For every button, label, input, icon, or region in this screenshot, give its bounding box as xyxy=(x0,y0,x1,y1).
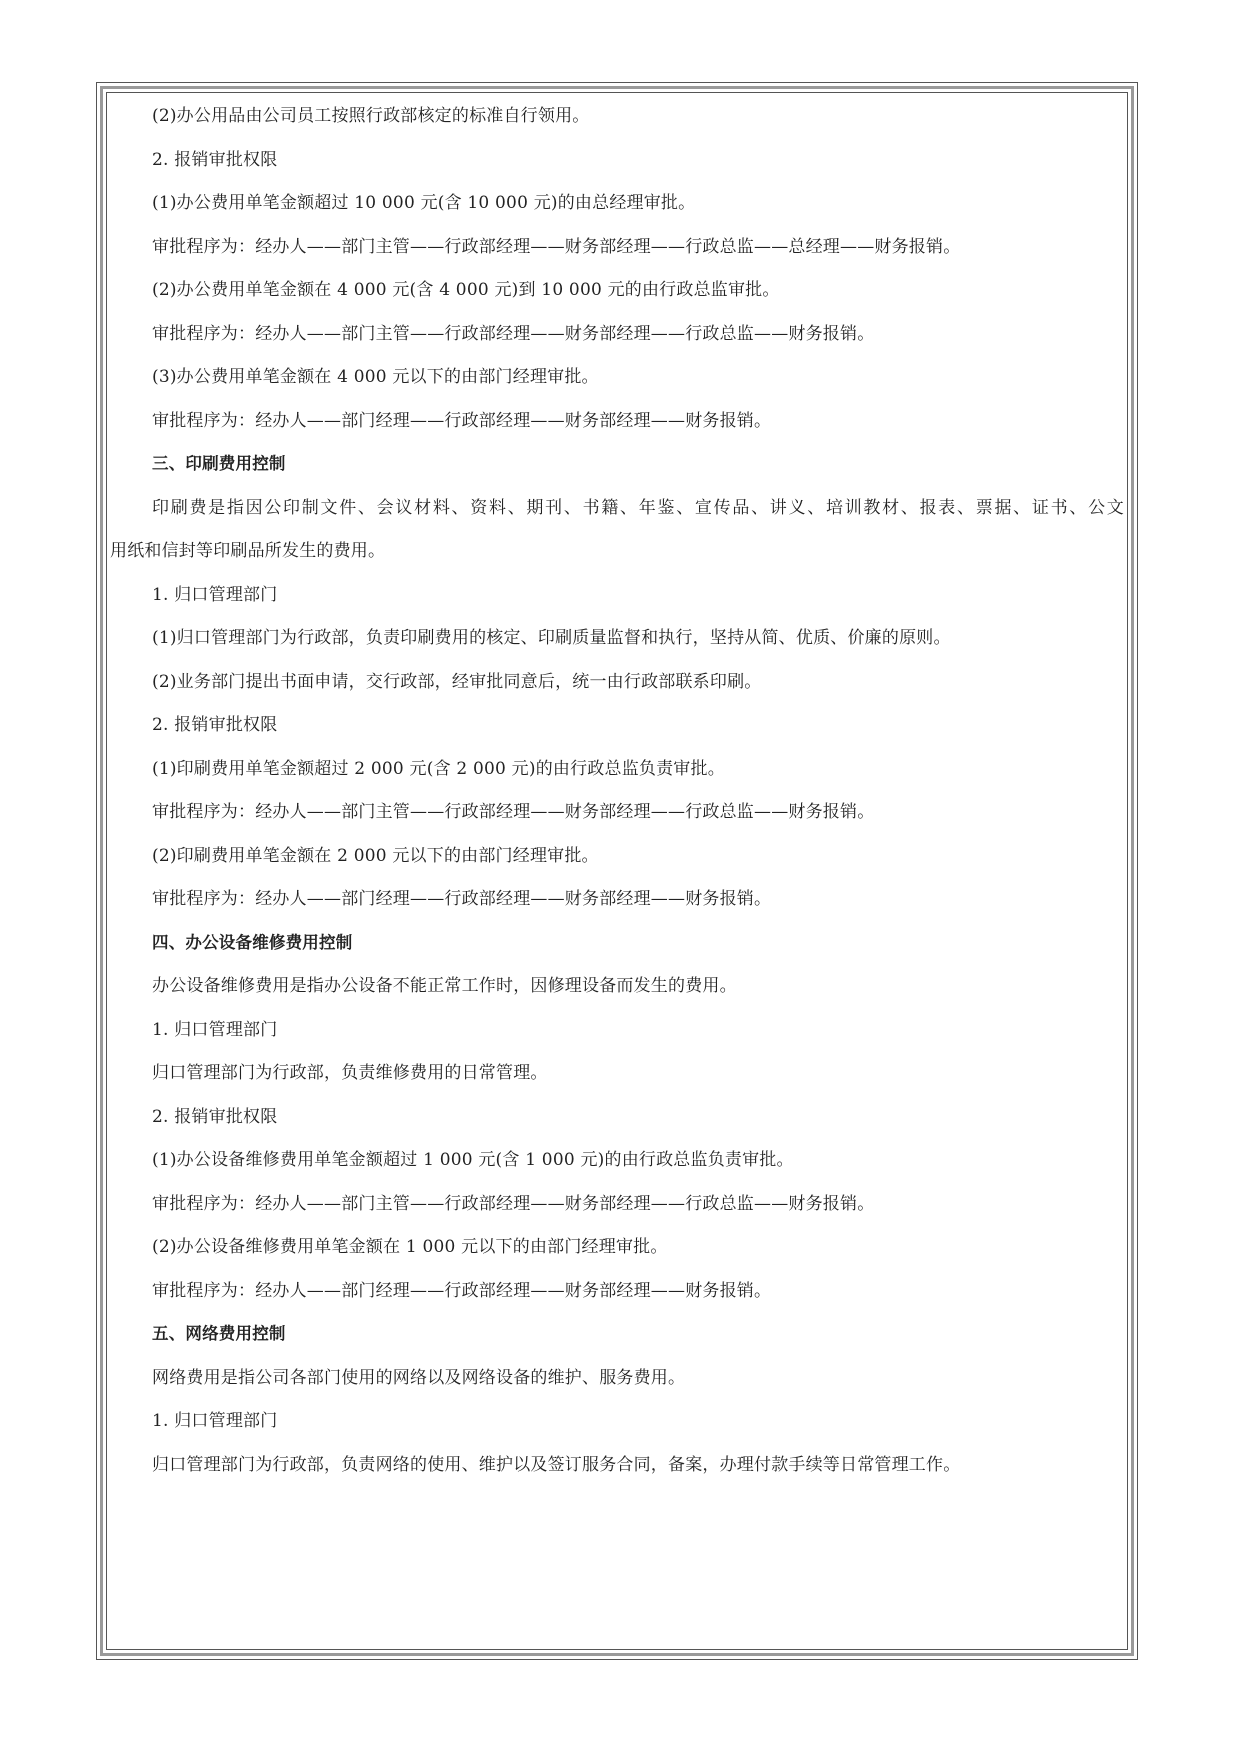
paragraph: (2)办公设备维修费用单笔金额在 1 000 元以下的由部门经理审批。 xyxy=(152,1237,668,1257)
paragraph: (1)归口管理部门为行政部，负责印刷费用的核定、印刷质量监督和执行，坚持从简、优质、价廉的原则。 xyxy=(152,628,951,648)
paragraph: 审批程序为：经办人——部门经理——行政部经理——财务部经理——财务报销。 xyxy=(152,411,772,431)
paragraph: 审批程序为：经办人——部门主管——行政部经理——财务部经理——行政总监——财务报销。 xyxy=(152,1194,875,1214)
paragraph: (2)印刷费用单笔金额在 2 000 元以下的由部门经理审批。 xyxy=(152,846,599,866)
paragraph: (3)办公费用单笔金额在 4 000 元以下的由部门经理审批。 xyxy=(152,367,599,387)
subheading: 1. 归口管理部门 xyxy=(152,1411,278,1431)
paragraph: (2)办公用品由公司员工按照行政部核定的标准自行领用。 xyxy=(152,106,590,126)
subheading: 1. 归口管理部门 xyxy=(152,1020,278,1040)
paragraph-continuation: 用纸和信封等印刷品所发生的费用。 xyxy=(110,541,386,561)
section-heading: 四、办公设备维修费用控制 xyxy=(152,933,353,952)
subheading: 2. 报销审批权限 xyxy=(152,150,278,170)
paragraph: (1)办公设备维修费用单笔金额超过 1 000 元(含 1 000 元)的由行政总监负责审批。 xyxy=(152,1150,794,1170)
paragraph: 印刷费是指因公印制文件、会议材料、资料、期刊、书籍、年鉴、宣传品、讲义、培训教材、报表、票据、证书、公文 xyxy=(152,498,1124,518)
paragraph: 归口管理部门为行政部，负责维修费用的日常管理。 xyxy=(152,1063,548,1083)
paragraph: 网络费用是指公司各部门使用的网络以及网络设备的维护、服务费用。 xyxy=(152,1368,686,1388)
paragraph: 审批程序为：经办人——部门主管——行政部经理——财务部经理——行政总监——财务报销。 xyxy=(152,324,875,344)
paragraph: 审批程序为：经办人——部门主管——行政部经理——财务部经理——行政总监——总经理——财务报销。 xyxy=(152,237,961,257)
paragraph: (2)业务部门提出书面申请，交行政部，经审批同意后，统一由行政部联系印刷。 xyxy=(152,672,762,692)
paragraph: (1)办公费用单笔金额超过 10 000 元(含 10 000 元)的由总经理审批。 xyxy=(152,193,696,213)
section-heading: 五、网络费用控制 xyxy=(152,1324,286,1343)
subheading: 2. 报销审批权限 xyxy=(152,715,278,735)
section-heading: 三、印刷费用控制 xyxy=(152,454,286,473)
paragraph: (1)印刷费用单笔金额超过 2 000 元(含 2 000 元)的由行政总监负责审批。 xyxy=(152,759,725,779)
paragraph: 审批程序为：经办人——部门经理——行政部经理——财务部经理——财务报销。 xyxy=(152,889,772,909)
subheading: 1. 归口管理部门 xyxy=(152,585,278,605)
paragraph: 审批程序为：经办人——部门主管——行政部经理——财务部经理——行政总监——财务报销。 xyxy=(152,802,875,822)
paragraph: 归口管理部门为行政部，负责网络的使用、维护以及签订服务合同，备案，办理付款手续等日常管理工作。 xyxy=(152,1455,961,1475)
subheading: 2. 报销审批权限 xyxy=(152,1107,278,1127)
paragraph: (2)办公费用单笔金额在 4 000 元(含 4 000 元)到 10 000 元的由行政总监审批。 xyxy=(152,280,780,300)
paragraph: 审批程序为：经办人——部门经理——行政部经理——财务部经理——财务报销。 xyxy=(152,1281,772,1301)
paragraph: 办公设备维修费用是指办公设备不能正常工作时，因修理设备而发生的费用。 xyxy=(152,976,737,996)
